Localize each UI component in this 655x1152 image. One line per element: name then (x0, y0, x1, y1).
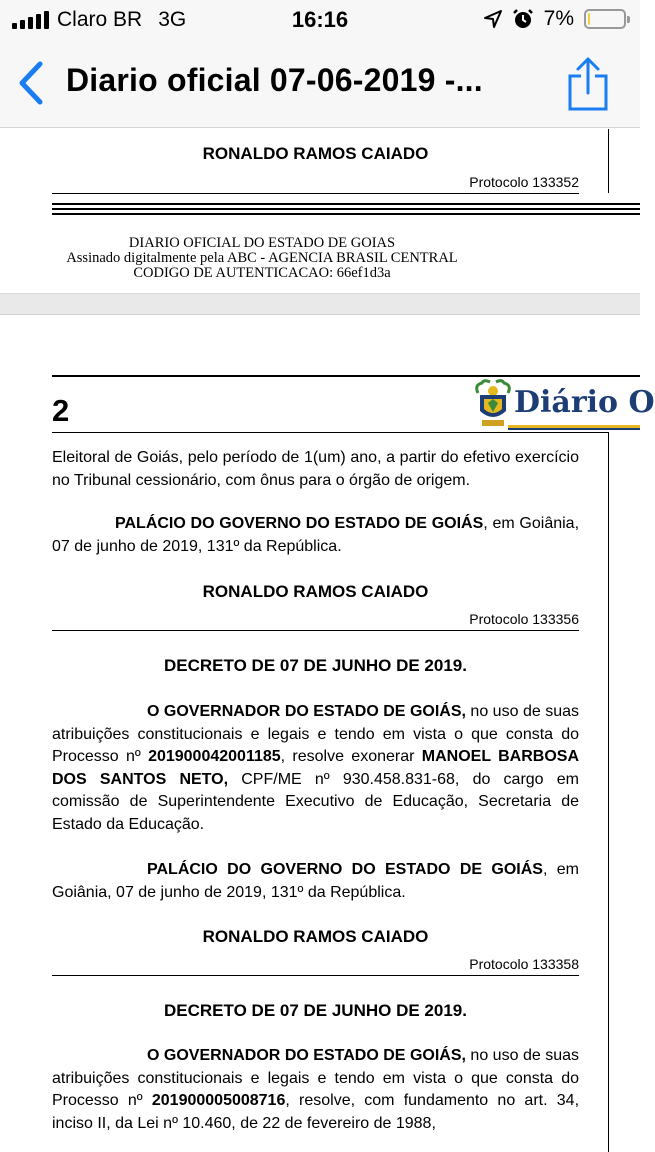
decree-title: DECRETO DE 07 DE JUNHO DE 2019. (164, 1001, 467, 1020)
protocol-number: Protocolo 133358 (469, 956, 579, 972)
battery-percent: 7% (543, 7, 574, 30)
page-gap (0, 293, 640, 315)
palace-name: PALÁCIO DO GOVERNO DO ESTADO DE GOIÁS (115, 515, 484, 532)
governor-title: O GOVERNADOR DO ESTADO DE GOIÁS, (147, 703, 466, 720)
network-type: 3G (158, 8, 187, 31)
process-number: 201900042001185 (148, 748, 281, 765)
decree-text: , resolve, com fundamento no art. 34, inciso II, da Lei nº 10.460, de 22 de fevereiro de 1988, (52, 1092, 580, 1132)
status-bar (0, 0, 640, 40)
palace-date: , em Goiânia, 07 de junho de 2019, 131º da República. (52, 861, 580, 901)
decree-body (52, 1045, 579, 1135)
header-rule (52, 375, 640, 377)
navigation-bar (0, 40, 640, 128)
signal-strength-icon (12, 11, 49, 29)
divider (52, 630, 579, 631)
header-rule (52, 432, 608, 433)
clock: 16:16 (291, 7, 349, 32)
share-icon[interactable] (566, 56, 610, 112)
pdf-viewer[interactable] (0, 129, 655, 1136)
decree-text: CPF/ME nº 930.458.831-68, do cargo em comissão de Superintendente Executivo de Educação, Secretaria de Estado da Educação. (52, 770, 579, 833)
palace-paragraph (52, 859, 579, 904)
double-rule (52, 203, 640, 218)
seal-line: DIARIO OFICIAL DO ESTADO DE GOIAS (128, 235, 396, 251)
divider (52, 193, 579, 194)
signatory-name: RONALDO RAMOS CAIADO (202, 927, 429, 946)
person-name: MANOEL BARBOSA DOS SANTOS NETO, (52, 748, 580, 788)
decree-body (52, 701, 579, 836)
protocol-number: Protocolo 133356 (469, 611, 579, 627)
battery-icon (584, 9, 626, 29)
decree-title: DECRETO DE 07 DE JUNHO DE 2019. (164, 656, 467, 675)
decree-text: no uso de suas atribuições constitucionais e legais e tendo em vista o que consta do Processo nº (52, 703, 580, 765)
seal-line: Assinado digitalmente pela ABC - AGENCIA BRASIL CENTRAL (66, 250, 458, 266)
pdf-page-1 (0, 129, 640, 293)
column-divider (608, 432, 609, 1152)
governor-title: O GOVERNADOR DO ESTADO DE GOIÁS, (147, 1047, 466, 1064)
pdf-page-2 (0, 315, 655, 1145)
back-chevron-icon[interactable] (14, 60, 50, 106)
signatory-name: RONALDO RAMOS CAIADO (202, 144, 429, 163)
palace-date: , em Goiânia, 07 de junho de 2019, 131º da República. (52, 515, 580, 555)
document-title: Diario oficial 07-06-2019 -... (66, 62, 483, 98)
seal-line: CODIGO DE AUTENTICACAO: 66ef1d3a (133, 265, 391, 281)
authentication-seal (52, 236, 472, 281)
divider (52, 975, 579, 976)
location-arrow-icon (484, 10, 502, 28)
body-paragraph: Eleitoral de Goiás, pelo período de 1(um) ano, a partir do efetivo exercício no Tribunal cessionário, com ônus para o órgão de origem. (52, 449, 579, 489)
signatory-name: RONALDO RAMOS CAIADO (202, 582, 429, 601)
process-number: 201900005008716 (151, 1092, 286, 1109)
palace-paragraph (52, 513, 579, 558)
decree-text: no uso de suas atribuições constitucionais e legais e tendo em vista o que consta do Processo nº (52, 1047, 580, 1109)
masthead-stripe (508, 428, 640, 430)
carrier-name: Claro BR (57, 8, 143, 31)
palace-name: PALÁCIO DO GOVERNO DO ESTADO DE GOIÁS (147, 861, 543, 878)
alarm-clock-icon (512, 8, 534, 30)
protocol-number: Protocolo 133352 (469, 174, 579, 190)
page-number: 2 (52, 393, 70, 428)
goias-coat-of-arms-icon (470, 379, 516, 429)
masthead-title: Diário O (514, 385, 655, 420)
decree-text: , resolve exonerar (280, 748, 422, 765)
column-divider (608, 129, 609, 193)
